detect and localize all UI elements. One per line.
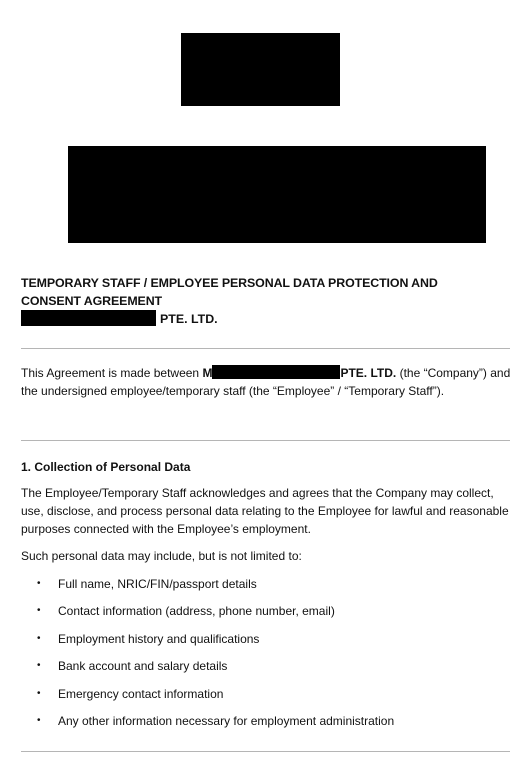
document-title: TEMPORARY STAFF / EMPLOYEE PERSONAL DATA PROTECTION AND CONSENT AGREEMENT xyxy=(21,276,438,308)
bullet-icon: • xyxy=(37,714,41,726)
bullet-icon: • xyxy=(37,660,41,672)
list-item: • Contact information (address, phone number, email) xyxy=(37,604,335,619)
intro-prefix: This Agreement is made between xyxy=(21,366,200,380)
redacted-letterhead xyxy=(68,146,486,243)
company-name-line xyxy=(21,310,218,328)
bullet-icon: • xyxy=(37,578,41,589)
section-paragraph: Such personal data may include, but is not limited to: xyxy=(21,549,302,563)
divider xyxy=(21,440,510,441)
personal-data-list xyxy=(21,575,394,739)
bullet-icon: • xyxy=(37,687,41,699)
section-paragraph: The Employee/Temporary Staff acknowledges and agrees that the Company may collect, use, disclose, and process personal data relating to the Employee for lawful and reasonable purposes connected with the Employee’s employment. xyxy=(21,486,509,536)
list-item: • Any other information necessary for employment administration xyxy=(37,713,395,728)
company-suffix: PTE. LTD. xyxy=(160,312,218,326)
list-item: • Emergency contact information xyxy=(37,686,224,701)
divider xyxy=(21,348,510,349)
redacted-company-name xyxy=(21,310,156,326)
intro-paragraph xyxy=(21,364,511,400)
intro-company-suffix: PTE. LTD. xyxy=(340,366,397,380)
redacted-company-name-inline xyxy=(212,365,340,379)
intro-partial-letter: M xyxy=(202,366,213,380)
list-item: • Bank account and salary details xyxy=(37,659,228,674)
bullet-icon: • xyxy=(37,632,41,644)
redacted-logo xyxy=(181,33,340,106)
section-heading: 1. Collection of Personal Data xyxy=(21,460,191,474)
divider xyxy=(21,751,510,752)
bullet-icon: • xyxy=(37,605,41,617)
intro-text: (the “Company”) and the undersigned employee/temporary staff (the “Employee” / “Temporary Staff”). xyxy=(21,366,511,398)
list-item: • Employment history and qualifications xyxy=(37,631,260,646)
list-item: • Full name, NRIC/FIN/passport details xyxy=(37,577,257,591)
